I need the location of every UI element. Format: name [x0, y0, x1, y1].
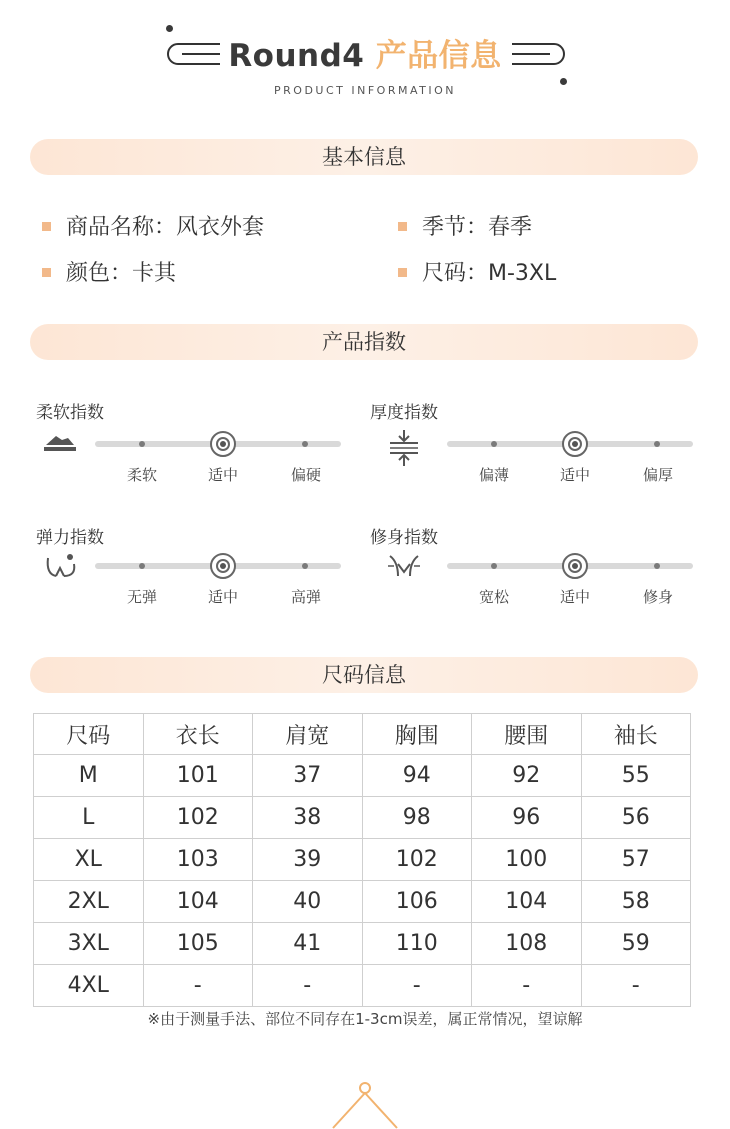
title-chinese: 产品信息	[375, 38, 502, 74]
table-cell: 100	[472, 839, 582, 881]
thickness-label: 适中	[559, 466, 590, 484]
elasticity-dot	[139, 563, 145, 569]
bottom-hanger-decor	[325, 1080, 405, 1129]
fit-dot	[654, 563, 660, 569]
column-header: 尺码	[34, 714, 144, 755]
table-cell: 104	[472, 881, 582, 923]
table-row	[34, 881, 691, 923]
table-cell: 37	[253, 755, 363, 797]
table-row	[34, 797, 691, 839]
elasticity-selected-marker	[210, 553, 236, 579]
thickness-icon	[388, 428, 420, 468]
size-table-header-row	[34, 714, 691, 755]
table-cell: 94	[362, 755, 472, 797]
table-row	[34, 755, 691, 797]
table-cell: 102	[143, 797, 253, 839]
softness-selected-marker	[210, 431, 236, 457]
thickness-label: 偏厚	[642, 466, 673, 484]
fit-label: 宽松	[478, 588, 509, 606]
info-item-size: 尺码：M-3XL	[422, 261, 557, 286]
table-cell: XL	[34, 839, 144, 881]
softness-label: 偏硬	[290, 466, 321, 484]
softness-dot	[139, 441, 145, 447]
bullet-icon	[398, 268, 407, 277]
table-cell: -	[362, 965, 472, 1007]
table-cell: 59	[581, 923, 691, 965]
section-size-heading: 尺码信息	[30, 657, 698, 693]
table-row	[34, 923, 691, 965]
table-cell: 56	[581, 797, 691, 839]
table-cell: 57	[581, 839, 691, 881]
column-header: 袖长	[581, 714, 691, 755]
table-cell: 2XL	[34, 881, 144, 923]
info-item-color: 颜色：卡其	[66, 261, 177, 286]
elasticity-label: 适中	[207, 588, 238, 606]
table-cell: -	[253, 965, 363, 1007]
shoe-sole-icon	[42, 432, 78, 454]
table-cell: 102	[362, 839, 472, 881]
column-header: 衣长	[143, 714, 253, 755]
table-row	[34, 965, 691, 1007]
table-cell: 4XL	[34, 965, 144, 1007]
table-cell: -	[581, 965, 691, 1007]
table-cell: 110	[362, 923, 472, 965]
table-cell: 3XL	[34, 923, 144, 965]
elasticity-dot	[302, 563, 308, 569]
table-cell: 96	[472, 797, 582, 839]
index-title-softness: 柔软指数	[36, 403, 104, 423]
table-cell: 104	[143, 881, 253, 923]
column-header: 腰围	[472, 714, 582, 755]
table-cell: 92	[472, 755, 582, 797]
table-cell: 41	[253, 923, 363, 965]
bullet-icon	[42, 222, 51, 231]
table-cell: M	[34, 755, 144, 797]
table-cell: 105	[143, 923, 253, 965]
column-header: 肩宽	[253, 714, 363, 755]
table-cell: 101	[143, 755, 253, 797]
thickness-dot	[654, 441, 660, 447]
table-cell: 38	[253, 797, 363, 839]
table-cell: 108	[472, 923, 582, 965]
elasticity-label: 无弹	[126, 588, 157, 606]
size-table	[33, 713, 691, 1007]
table-cell: 40	[253, 881, 363, 923]
table-cell: 39	[253, 839, 363, 881]
fit-label: 修身	[642, 588, 673, 606]
thickness-label: 偏薄	[478, 466, 509, 484]
table-cell: 103	[143, 839, 253, 881]
title-english: Round4	[228, 38, 365, 74]
bullet-icon	[398, 222, 407, 231]
softness-label: 柔软	[126, 466, 157, 484]
table-cell: 55	[581, 755, 691, 797]
elasticity-label: 高弹	[290, 588, 321, 606]
info-item-name: 商品名称：风衣外套	[66, 215, 265, 240]
measurement-note: ※由于测量手法、部位不同存在1-3cm误差，属正常情况，望谅解	[147, 1010, 583, 1028]
table-cell: 58	[581, 881, 691, 923]
header-right-decor	[508, 36, 572, 72]
stretch-icon	[44, 550, 78, 584]
index-title-fit: 修身指数	[370, 528, 438, 548]
table-row	[34, 839, 691, 881]
table-cell: -	[472, 965, 582, 1007]
thickness-dot	[491, 441, 497, 447]
page-title	[0, 30, 730, 75]
info-item-season: 季节：春季	[422, 215, 533, 240]
fit-selected-marker	[562, 553, 588, 579]
softness-label: 适中	[207, 466, 238, 484]
table-cell: 106	[362, 881, 472, 923]
fit-icon	[386, 552, 422, 582]
thickness-selected-marker	[562, 431, 588, 457]
index-title-thickness: 厚度指数	[370, 403, 438, 423]
index-title-elasticity: 弹力指数	[36, 528, 104, 548]
table-cell: L	[34, 797, 144, 839]
section-basic-heading: 基本信息	[30, 139, 698, 175]
table-cell: -	[143, 965, 253, 1007]
table-cell: 98	[362, 797, 472, 839]
section-index-heading: 产品指数	[30, 324, 698, 360]
bullet-icon	[42, 268, 51, 277]
softness-dot	[302, 441, 308, 447]
column-header: 胸围	[362, 714, 472, 755]
fit-label: 适中	[559, 588, 590, 606]
fit-dot	[491, 563, 497, 569]
page-subtitle: PRODUCT INFORMATION	[274, 84, 456, 97]
